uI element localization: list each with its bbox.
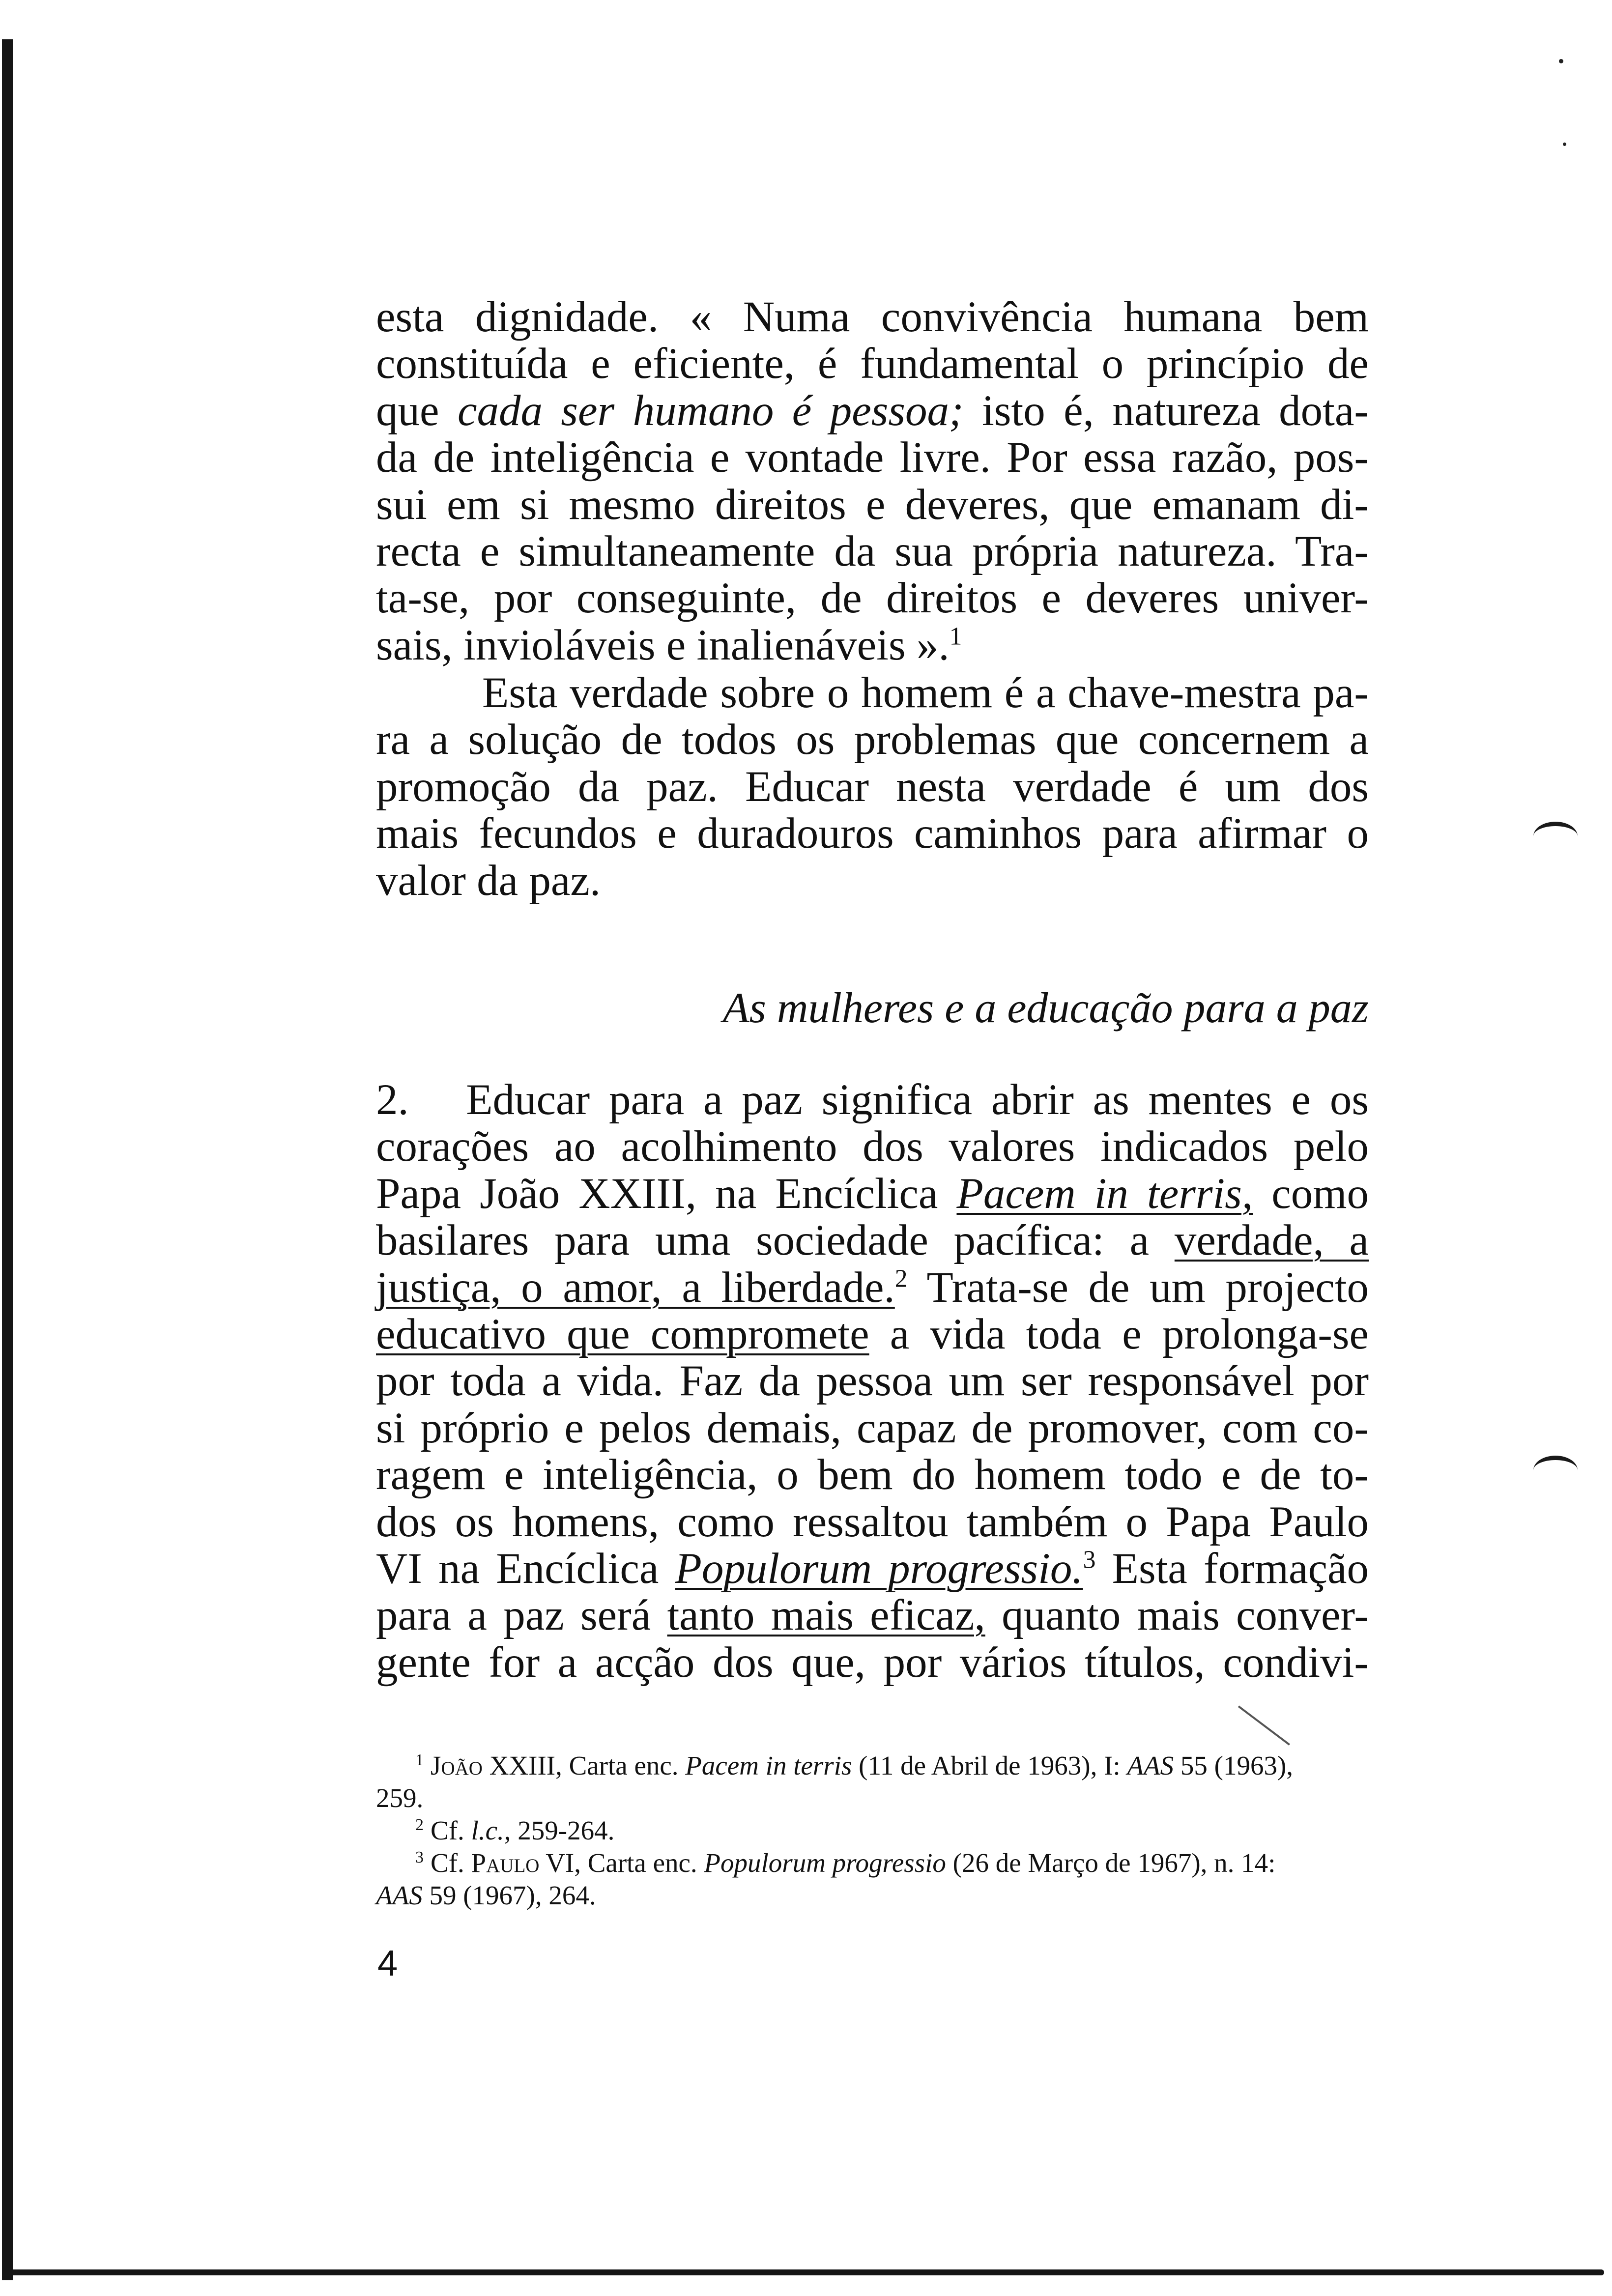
text-line: educativo que compromete a vida toda e prolonga-se	[376, 1310, 1369, 1359]
text-line: basilares para uma sociedade pacífica: a verdade, a	[376, 1216, 1369, 1265]
text-line: ta-se, por conseguinte, de direitos e deveres univer-	[376, 574, 1369, 623]
text-line: corações ao acolhimento dos valores indicados pelo	[376, 1122, 1369, 1171]
underlined-title: Pacem in terris,	[956, 1169, 1253, 1218]
section-heading: As mulheres e a educação para a paz	[722, 984, 1369, 1032]
text-line: justiça, o amor, a liberdade.$^2$ Trata-se de um projecto	[376, 1263, 1369, 1312]
text-line: sais, invioláveis e inalienáveis ».$^1$	[376, 621, 962, 669]
scan-speck	[1563, 143, 1566, 146]
margin-mark	[1533, 1456, 1578, 1485]
pencil-stroke	[1238, 1705, 1290, 1745]
footnote-ref: 1	[949, 622, 962, 651]
text-line: promoção da paz. Educar nesta verdade é um dos	[376, 762, 1369, 811]
text-line: mais fecundos e duradouros caminhos para afirmar o	[376, 809, 1369, 858]
text-line: sui em si mesmo direitos e deveres, que emanam di-	[376, 480, 1369, 529]
underlined-text: verdade, a	[1174, 1216, 1369, 1265]
text-line: para a paz será tanto mais eficaz, quanto mais conver-	[376, 1591, 1369, 1640]
text-line: Esta verdade sobre o homem é a chave-mestra pa-	[482, 669, 1369, 717]
text-line: ra a solução de todos os problemas que concernem a	[376, 716, 1369, 764]
text-line: recta e simultaneamente da sua própria natureza. Tra-	[376, 527, 1369, 576]
text-line: valor da paz.	[376, 856, 601, 905]
paragraph-1	[376, 294, 1369, 669]
page-number: 4	[377, 1943, 398, 1983]
text-line: da de inteligência e vontade livre. Por essa razão, pos-	[376, 433, 1369, 482]
text-line: que cada ser humano é pessoa; isto é, natureza dota-	[376, 386, 1369, 435]
paragraph-2	[376, 670, 1369, 904]
footnote-ref: 2	[894, 1264, 908, 1292]
underlined-text: tanto mais eficaz,	[667, 1591, 985, 1640]
footnote-ref: 3	[1083, 1546, 1096, 1574]
footnote-3-cont: AAS 59 (1967), 264.	[376, 1880, 596, 1910]
footnote-2: $^2$ Cf. l.c., 259-264.	[415, 1815, 615, 1845]
footnote-1: $^1$ João XXIII, Carta enc. Pacem in terris (11 de Abril de 1963), I: AAS 55 (1963),	[415, 1751, 1294, 1780]
text-line: gente for a acção dos que, por vários títulos, condivi-	[376, 1638, 1369, 1687]
scan-border-left	[2, 39, 13, 2280]
footnote-3: $^3$ Cf. Paulo VI, Carta enc. Populorum progressio (26 de Março de 1967), n. 14:	[415, 1848, 1276, 1878]
underlined-title: Populorum progressio.	[675, 1545, 1083, 1593]
footnote-1-cont: 259.	[376, 1783, 424, 1813]
text-line: VI na Encíclica Populorum progressio.$^3$ Esta formação	[376, 1545, 1369, 1593]
text-line: si próprio e pelos demais, capaz de promover, com co-	[376, 1404, 1369, 1452]
text-line: dos os homens, como ressaltou também o Papa Paulo	[376, 1497, 1369, 1546]
emphasis: cada ser humano é pessoa;	[457, 386, 964, 435]
paragraph-3	[376, 1077, 1369, 1686]
text-line: esta dignidade. « Numa convivência humana bem	[376, 293, 1369, 341]
margin-mark	[1533, 822, 1578, 851]
scan-border-bottom	[2, 2269, 1604, 2275]
scan-speck	[1559, 59, 1563, 63]
text-line: por toda a vida. Faz da pessoa um ser responsável por	[376, 1357, 1369, 1406]
text-line: constituída e eficiente, é fundamental o princípio de	[376, 340, 1369, 388]
text-line: Papa João XXIII, na Encíclica Pacem in terris, como	[376, 1169, 1369, 1218]
text-line: ragem e inteligência, o bem do homem todo e de to-	[376, 1451, 1369, 1499]
underlined-text: educativo que compromete	[376, 1310, 869, 1359]
underlined-text: justiça, o amor, a liberdade.	[376, 1263, 895, 1312]
footnotes	[376, 1750, 1369, 1912]
text-line: 2. Educar para a paz significa abrir as mentes e os	[376, 1076, 1369, 1124]
